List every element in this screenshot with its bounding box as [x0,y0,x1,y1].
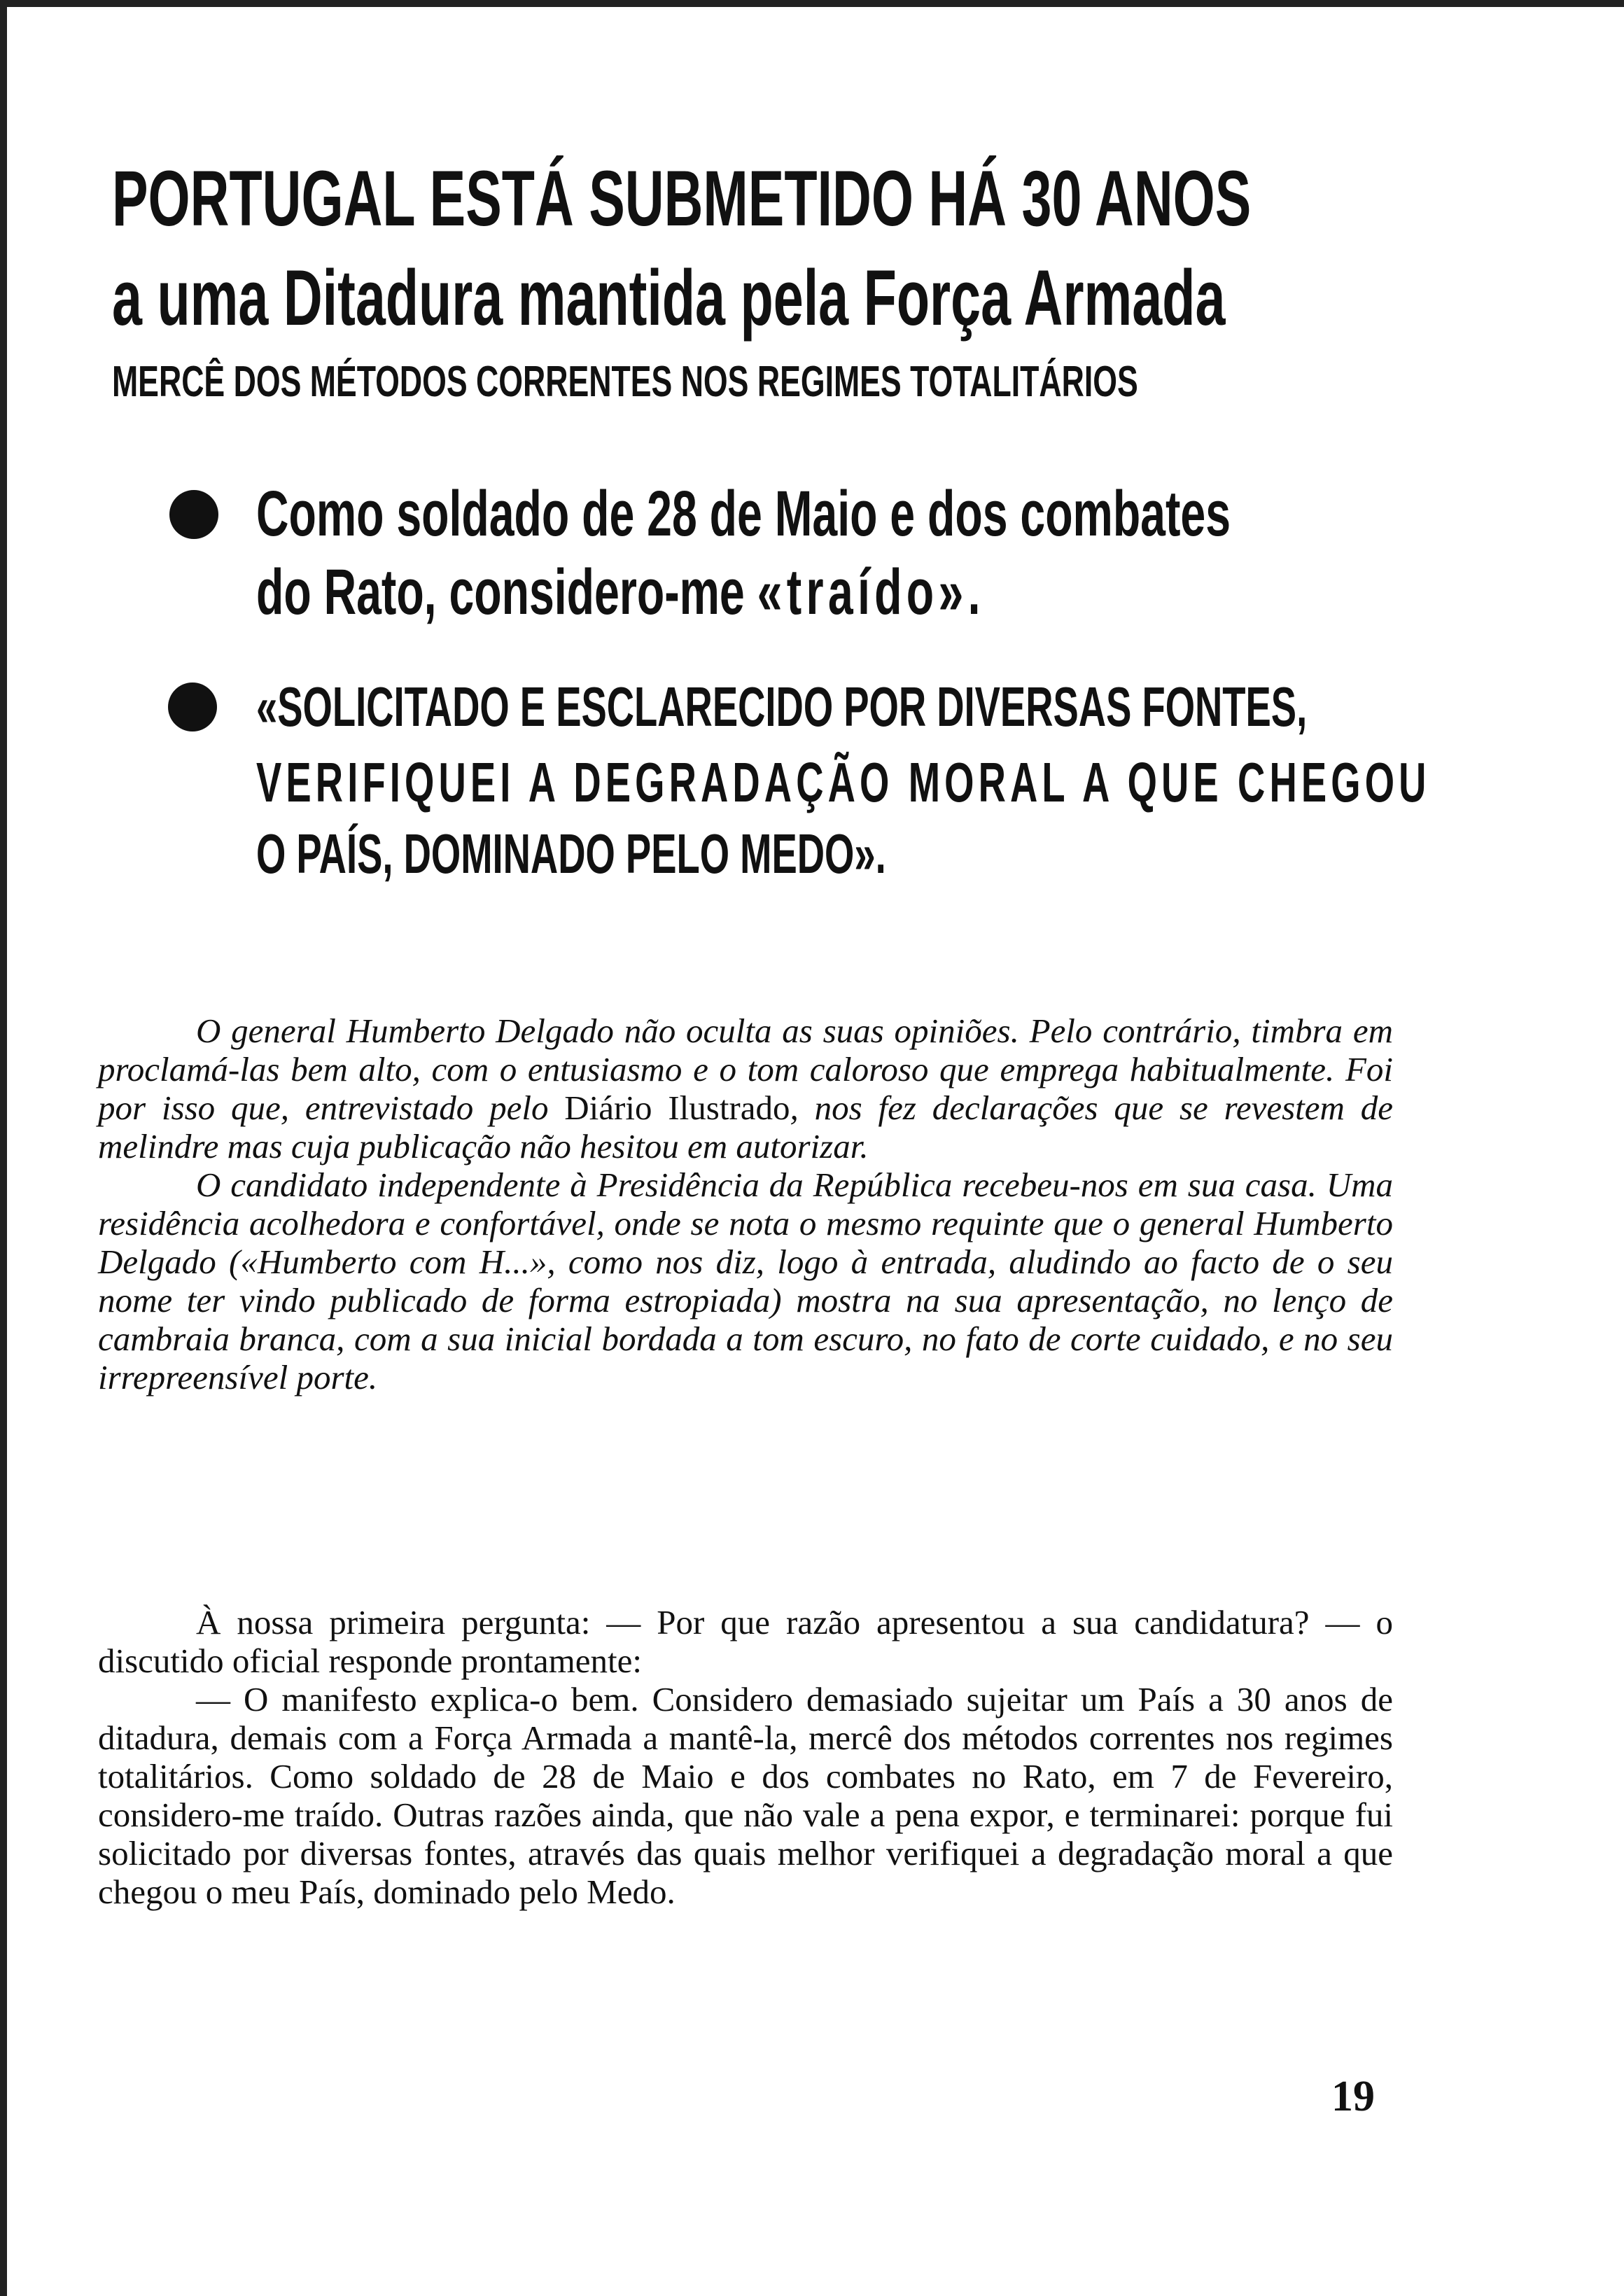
headline-subtitle: MERCÊ DOS MÉTODOS CORRENTES NOS REGIMES TOTALITÁRIOS [112,358,1138,406]
bullet-circle-icon [168,682,217,732]
intro-paragraph-1 [98,1011,1393,1166]
intro-paragraph-2: O candidato independente à Presidência da República recebeu-nos em sua casa. Uma residência acolhedora e confortável, onde se nota o mesmo requinte que o general Humberto Delgado («Humberto com H...», como nos diz, logo à entrada, aludindo ao facto de o seu nome ter vindo publicado de forma estropiada) mostra na sua apresentação, no lenço de cambraia branca, com a sua inicial bordada a tom escuro, no fato de corte cuidado, e no seu irrepreensível porte. [98,1166,1393,1396]
bullet-circle-icon [169,490,218,539]
intro-p1-start: O general Humberto Delgado não oculta as suas opiniões. Pelo contrário, timbra em proclamá-las bem alto, com o entusiasmo e o tom caloroso que emprega habitualmente. Foi por isso que, entrevistado pelo [98,1011,1393,1127]
bullet-2-line-1: «SOLICITADO E ESCLARECIDO POR DIVERSAS FONTES, [256,676,1308,738]
headline-line-2: a uma Ditadura mantida pela Força Armada [112,254,1226,342]
headline-line-1: PORTUGAL ESTÁ SUBMETIDO HÁ 30 ANOS [112,155,1252,242]
page-edge-left [0,0,7,2296]
intro-p1-end: , nos fez declarações que se revestem de melindre mas cuja publicação não hesitou em autorizar. [98,1088,1394,1166]
newspaper-name: Diário Ilustrado [564,1088,790,1127]
interview-text [98,1603,1393,1911]
intro-text [98,1011,1393,1396]
bullet-1-line-1: Como soldado de 28 de Maio e dos combates [256,478,1231,550]
interview-paragraph-1: À nossa primeira pergunta: — Por que razão apresentou a sua candidatura? — o discutido oficial responde prontamente: [98,1603,1393,1680]
interview-paragraph-2: — O manifesto explica-o bem. Considero demasiado sujeitar um País a 30 anos de ditadura, demais com a Força Armada a mantê-la, mercê dos métodos correntes nos regimes totalitários. Como soldado de 28 de Maio e dos combates no Rato, em 7 de Fevereiro, considero-me traído. Outras razões ainda, que não vale a pena expor, e terminarei: porque fui solicitado por diversas fontes, através das quais melhor verifiquei a degradação moral a que chegou o meu País, dominado pelo Medo. [98,1680,1393,1911]
bullet-2-line-3: O PAÍS, DOMINADO PELO MEDO». [256,822,886,885]
page-number: 19 [1331,2073,1375,2120]
bullet-2-line-2: VERIFIQUEI A DEGRADAÇÃO MORAL A QUE CHEGOU [256,751,1431,813]
bullet-1-quote: «traído». [757,556,985,628]
bullet-1-line-2-text: do Rato, considero-me [256,556,757,628]
bullet-1-line-2 [256,556,985,628]
page-edge-top [0,0,1624,7]
